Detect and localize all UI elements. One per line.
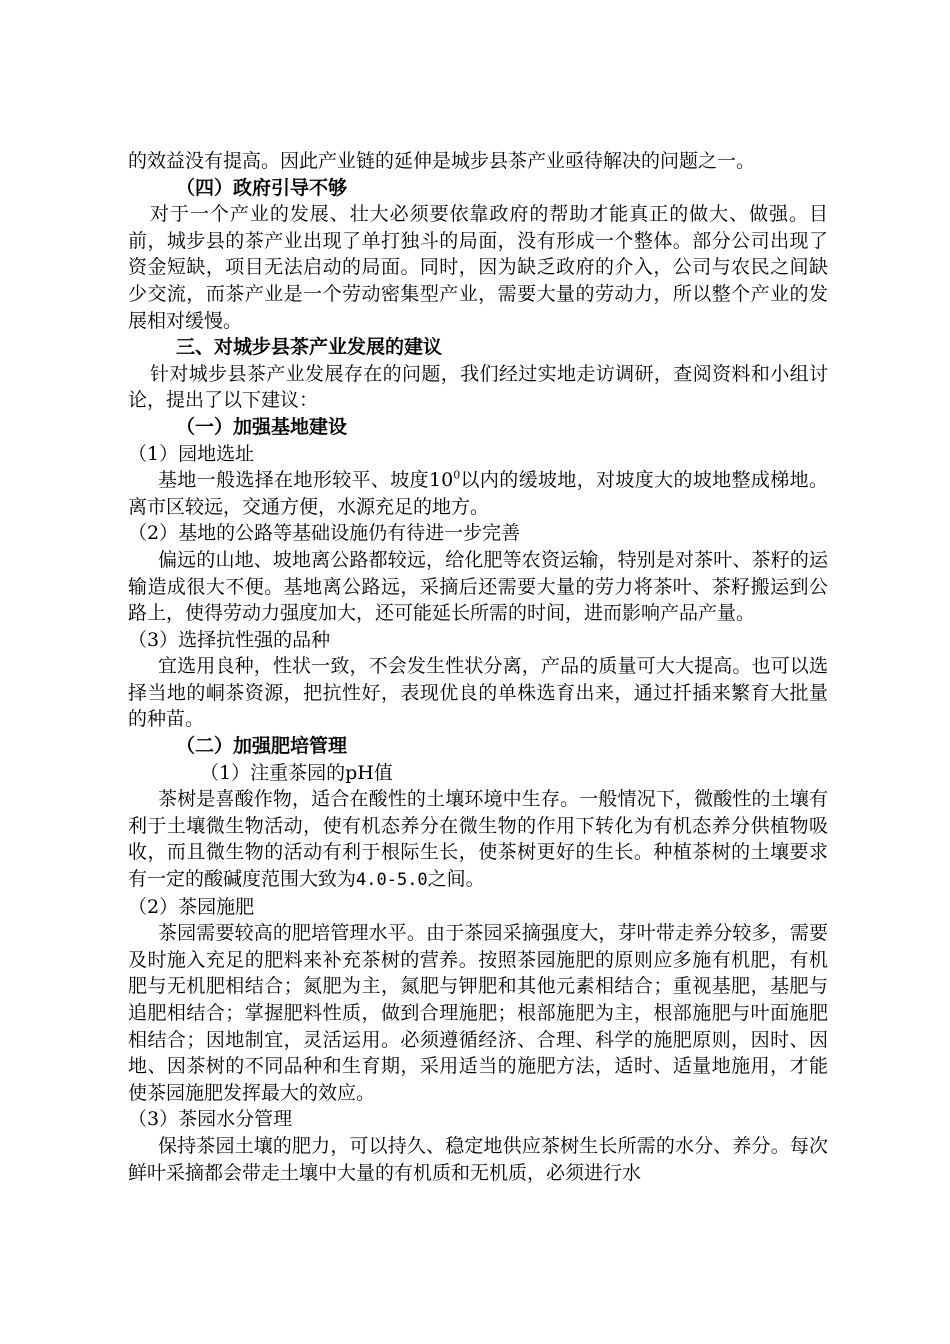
subheading-fertilization: （2）茶园施肥 bbox=[128, 895, 255, 918]
subheading-ph-value: （1）注重茶园的pH值 bbox=[200, 761, 393, 784]
heading-base-construction: （一）加强基地建设 bbox=[176, 415, 348, 438]
paragraph-water-management: 保持茶园土壤的肥力，可以持久、稳定地供应茶树生长所需的水分、养分。每次鲜叶采摘都会带走土壤中大量的有机质和无机质，必须进行水 bbox=[128, 1134, 828, 1184]
paragraph-infrastructure: 偏远的山地、坡地离公路都较远，给化肥等农资运输，特别是对茶叶、茶籽的运输造成很大不便。基地离公路远，采摘后还需要大量的劳力将茶叶、茶籽搬运到公路上，使得劳动力强度加大，还可能延长所需的时间，进而影响产品产量。 bbox=[128, 548, 828, 625]
subheading-variety: （3）选择抗性强的品种 bbox=[128, 628, 331, 651]
paragraph-suggestions-intro: 针对城步县茶产业发展存在的问题，我们经过实地走访调研，查阅资料和小组讨论，提出了以下建议： bbox=[128, 362, 828, 412]
section-title-suggestions: 三、对城步县茶产业发展的建议 bbox=[176, 336, 443, 359]
paragraph-fertilization: 茶园需要较高的肥培管理水平。由于茶园采摘强度大，芽叶带走养分较多，需要及时施入充足的肥料来补充茶树的营养。按照茶园施肥的原则应多施有机肥，有机肥与无机肥相结合；氮肥为主，氮肥与钾肥和其他元素相结合；重视基肥，基肥与追肥相结合；掌握肥料性质，做到合理施肥；根部施肥为主，根部施肥与叶面施肥相结合；因地制宜，灵活运用。必须遵循经济、合理、科学的施肥原则，因时、因地、因茶树的不同品种和生育期，采用适当的施肥方法，适时、适量地施用，才能使茶园施肥发挥最大的效应。 bbox=[128, 922, 828, 1104]
paragraph-government: 对于一个产业的发展、壮大必须要依靠政府的帮助才能真正的做大、做强。目前，城步县的茶产业出现了单打独斗的局面，没有形成一个整体。部分公司出现了资金短缺，项目无法启动的局面。同时，因为缺乏政府的介入，公司与农民之间缺少交流，而茶产业是一个劳动密集型产业，需要大量的劳动力，所以整个产业的发展相对缓慢。 bbox=[128, 203, 828, 332]
paragraph-continuation: 的效益没有提高。因此产业链的延伸是城步县茶产业亟待解决的问题之一。 bbox=[128, 150, 756, 172]
subheading-site-selection: （1）园地选址 bbox=[128, 442, 255, 465]
paragraph-site-selection bbox=[128, 467, 828, 520]
site-text-b: 以内的缓坡地，对坡度大的坡地整成梯地。离市区较远，交通方便，水源充足的地方。 bbox=[128, 469, 828, 518]
ph-text-b: 之间。 bbox=[427, 868, 485, 891]
ph-range: 4.0-5.0 bbox=[356, 870, 428, 891]
subheading-water-management: （3）茶园水分管理 bbox=[128, 1108, 293, 1131]
subheading-infrastructure: （2）基地的公路等基础设施仍有待进一步完善 bbox=[128, 522, 521, 545]
heading-fertilizer-management: （二）加强肥培管理 bbox=[176, 735, 348, 758]
heading-government-guidance: （四）政府引导不够 bbox=[176, 176, 348, 199]
document-page bbox=[128, 148, 828, 1186]
degree-superscript: 0 bbox=[453, 468, 461, 482]
paragraph-ph-value bbox=[128, 786, 828, 893]
site-text-a: 基地一般选择在地形较平、坡度10 bbox=[158, 469, 454, 492]
paragraph-variety: 宜选用良种，性状一致，不会发生性状分离，产品的质量可大大提高。也可以选择当地的峒茶资源，把抗性好，表现优良的单株选育出来，通过扦插来繁育大批量的种苗。 bbox=[128, 655, 828, 731]
ph-text-a: 茶树是喜酸作物，适合在酸性的土壤环境中生存。一般情况下，微酸性的土壤有利于土壤微生物活动，使有机态养分在微生物的作用下转化为有机态养分供植物吸收，而且微生物的活动有利于根际生长，使茶树更好的生长。种植茶树的土壤要求有一定的酸碱度范围大致为 bbox=[128, 788, 828, 891]
